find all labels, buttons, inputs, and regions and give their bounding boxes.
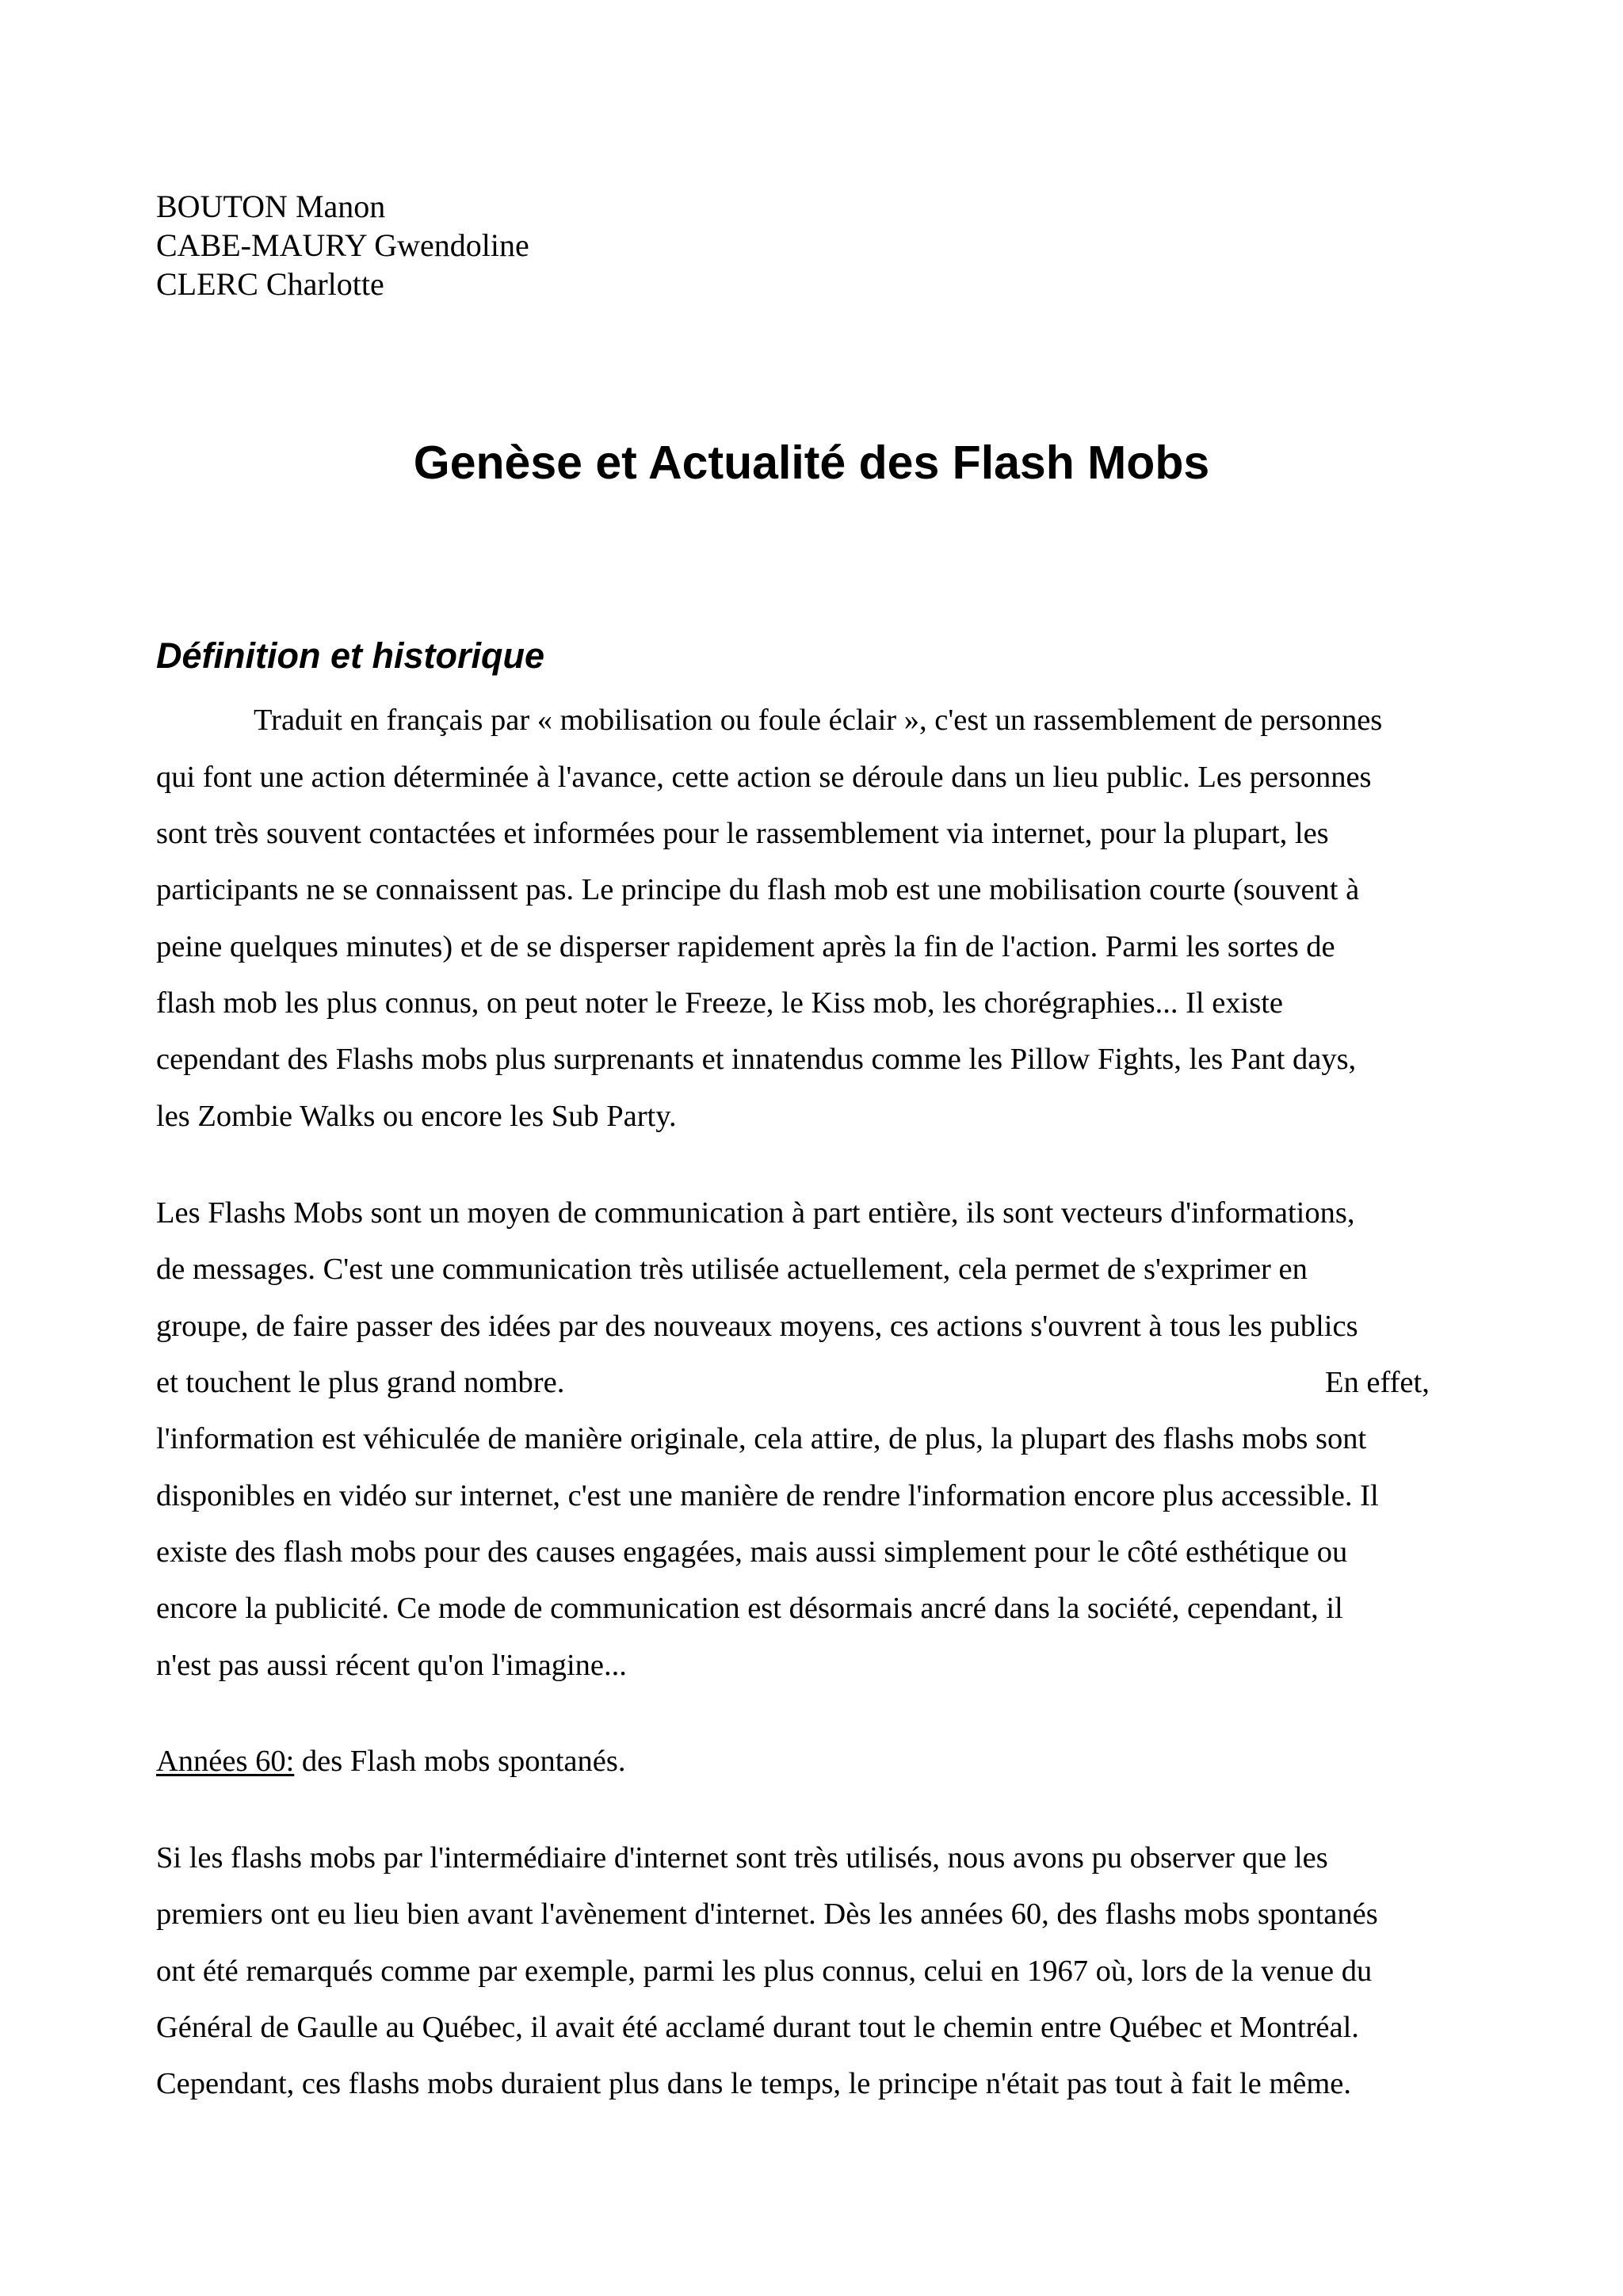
paragraph-line: existe des flash mobs pour des causes engagées, mais aussi simplement pour le côté esthétique ou <box>156 1535 1348 1569</box>
subheading-label: Années 60: <box>156 1745 295 1778</box>
paragraph-line: les Zombie Walks ou encore les Sub Party. <box>156 1100 677 1133</box>
paragraph-line: Général de Gaulle au Québec, il avait été acclamé durant tout le chemin entre Québec et Montréal. <box>156 2011 1359 2044</box>
author-name: BOUTON Manon <box>156 189 386 224</box>
author-name: CLERC Charlotte <box>156 266 384 302</box>
subheading-text: des Flash mobs spontanés. <box>294 1745 626 1778</box>
paragraph-line: participants ne se connaissent pas. Le principe du flash mob est une mobilisation courte (souvent à <box>156 873 1360 906</box>
paragraph-line: Les Flashs Mobs sont un moyen de communication à part entière, ils sont vecteurs d'informations, <box>156 1196 1355 1230</box>
paragraph-line: cependant des Flashs mobs plus surprenants et innatendus comme les Pillow Fights, les Pant days, <box>156 1043 1357 1076</box>
paragraph-line: En effet, <box>1325 1366 1430 1399</box>
paragraph-line: Cependant, ces flashs mobs duraient plus dans le temps, le principe n'était pas tout à fait le même. <box>156 2067 1352 2100</box>
subheading <box>156 1742 625 1780</box>
paragraph-line: Si les flashs mobs par l'intermédiaire d'internet sont très utilisés, nous avons pu observer que les <box>156 1841 1328 1875</box>
document-title: Genèse et Actualité des Flash Mobs <box>413 437 1210 489</box>
paragraph-line: de messages. C'est une communication très utilisée actuellement, cela permet de s'exprimer en <box>156 1253 1308 1286</box>
section-heading: Définition et historique <box>156 635 544 676</box>
paragraph-line: premiers ont eu lieu bien avant l'avènement d'internet. Dès les années 60, des flashs mobs spontanés <box>156 1897 1378 1931</box>
paragraph-line: peine quelques minutes) et de se disperser rapidement après la fin de l'action. Parmi les sortes de <box>156 930 1335 963</box>
paragraph-line: groupe, de faire passer des idées par des nouveaux moyens, ces actions s'ouvrent à tous les publics <box>156 1310 1358 1343</box>
paragraph-line: disponibles en vidéo sur internet, c'est une manière de rendre l'information encore plus accessible. Il <box>156 1479 1379 1512</box>
author-name: CABE-MAURY Gwendoline <box>156 227 529 263</box>
paragraph-line: qui font une action déterminée à l'avance, cette action se déroule dans un lieu public. Les personnes <box>156 761 1372 794</box>
paragraph-line: l'information est véhiculée de manière originale, cela attire, de plus, la plupart des flashs mobs sont <box>156 1422 1367 1455</box>
paragraph-line: ont été remarqués comme par exemple, parmi les plus connus, celui en 1967 où, lors de la venue du <box>156 1955 1373 1988</box>
paragraph-line: Traduit en français par « mobilisation ou foule éclair », c'est un rassemblement de personnes <box>254 704 1383 737</box>
paragraph-line: flash mob les plus connus, on peut noter le Freeze, le Kiss mob, les chorégraphies... Il existe <box>156 986 1284 1020</box>
paragraph-line: et touchent le plus grand nombre. <box>156 1366 565 1399</box>
paragraph-line: encore la publicité. Ce mode de communication est désormais ancré dans la société, cependant, il <box>156 1592 1343 1625</box>
author-list <box>156 187 529 303</box>
paragraph-line: sont très souvent contactées et informées pour le rassemblement via internet, pour la plupart, les <box>156 817 1329 850</box>
paragraph-line: n'est pas aussi récent qu'on l'imagine... <box>156 1649 627 1682</box>
